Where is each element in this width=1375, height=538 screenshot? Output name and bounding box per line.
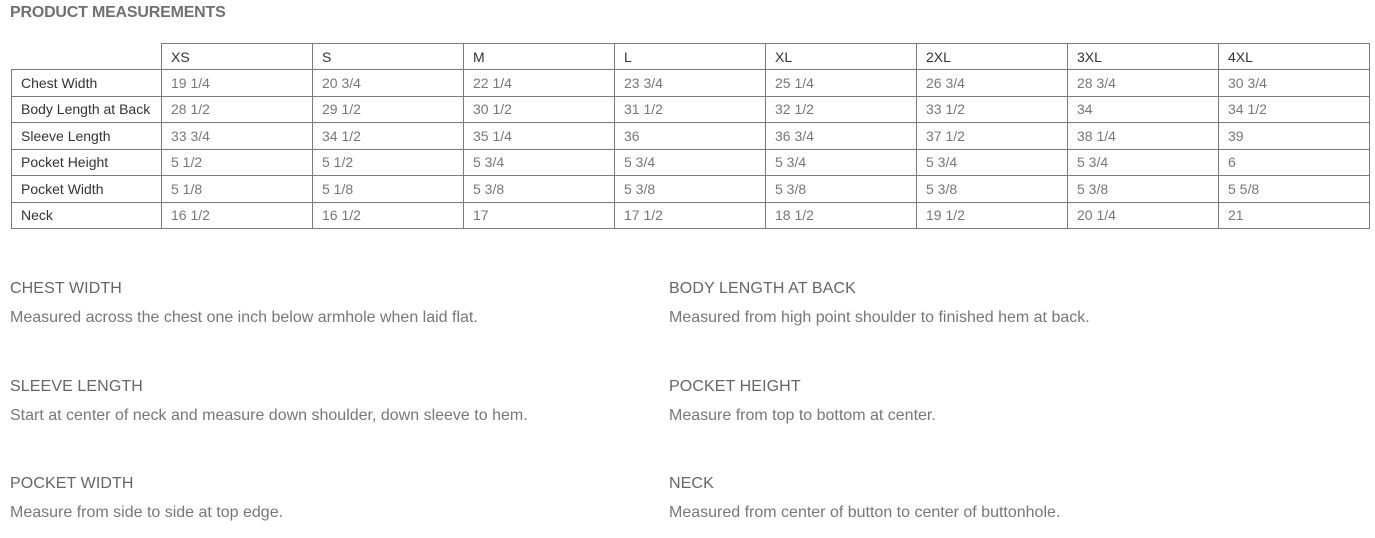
- measurements-table: [11, 43, 1370, 229]
- definition-text: Measured from high point shoulder to finished hem at back.: [669, 309, 1090, 326]
- table-cell: 17: [464, 202, 615, 229]
- definition-title: POCKET WIDTH: [10, 475, 134, 492]
- size-header-s: S: [313, 44, 464, 70]
- table-cell: 5 5/8: [1219, 176, 1370, 203]
- table-cell: 5 3/4: [917, 149, 1068, 176]
- table-row: [12, 96, 1370, 123]
- table-cell: 20 3/4: [313, 70, 464, 97]
- table-cell: 5 3/8: [615, 176, 766, 203]
- row-label: Pocket Width: [12, 176, 162, 203]
- table-cell: 5 1/2: [313, 149, 464, 176]
- row-label: Sleeve Length: [12, 123, 162, 150]
- table-cell: 5 3/4: [766, 149, 917, 176]
- table-cell: 5 1/8: [313, 176, 464, 203]
- table-cell: 37 1/2: [917, 123, 1068, 150]
- definition-text: Start at center of neck and measure down shoulder, down sleeve to hem.: [10, 407, 528, 424]
- table-cell: 16 1/2: [313, 202, 464, 229]
- table-cell: 16 1/2: [162, 202, 313, 229]
- table-cell: 19 1/2: [917, 202, 1068, 229]
- table-cell: 33 3/4: [162, 123, 313, 150]
- table-cell: 5 3/8: [464, 176, 615, 203]
- table-cell: 30 3/4: [1219, 70, 1370, 97]
- table-cell: 34: [1068, 96, 1219, 123]
- definition-text: Measured across the chest one inch below armhole when laid flat.: [10, 309, 478, 326]
- table-cell: 25 1/4: [766, 70, 917, 97]
- table-cell: 28 3/4: [1068, 70, 1219, 97]
- table-cell: 36 3/4: [766, 123, 917, 150]
- definition-title: POCKET HEIGHT: [669, 378, 801, 395]
- table-cell: 32 1/2: [766, 96, 917, 123]
- table-cell: 35 1/4: [464, 123, 615, 150]
- row-label: Body Length at Back: [12, 96, 162, 123]
- table-cell: 31 1/2: [615, 96, 766, 123]
- table-cell: 17 1/2: [615, 202, 766, 229]
- table-row: [12, 149, 1370, 176]
- table-cell: 20 1/4: [1068, 202, 1219, 229]
- definition-text: Measure from side to side at top edge.: [10, 504, 284, 521]
- definition-text: Measured from center of button to center of buttonhole.: [669, 504, 1061, 521]
- size-header-m: M: [464, 44, 615, 70]
- definition-chest-width: [10, 280, 610, 327]
- page-title: PRODUCT MEASUREMENTS: [10, 4, 226, 21]
- definition-title: SLEEVE LENGTH: [10, 378, 143, 395]
- table-cell: 5 3/4: [615, 149, 766, 176]
- table-cell: 30 1/2: [464, 96, 615, 123]
- table-cell: 5 3/4: [1068, 149, 1219, 176]
- definition-neck: [669, 475, 1269, 522]
- size-header-4xl: 4XL: [1219, 44, 1370, 70]
- definition-text: Measure from top to bottom at center.: [669, 407, 936, 424]
- table-cell: 19 1/4: [162, 70, 313, 97]
- definition-title: NECK: [669, 475, 714, 492]
- definition-sleeve-length: [10, 378, 610, 425]
- size-header-xl: XL: [766, 44, 917, 70]
- definition-body-length: [669, 280, 1269, 327]
- definition-pocket-width: [10, 475, 610, 522]
- table-cell: 6: [1219, 149, 1370, 176]
- table-row: [12, 202, 1370, 229]
- row-label: Pocket Height: [12, 149, 162, 176]
- table-cell: 38 1/4: [1068, 123, 1219, 150]
- size-header-xs: XS: [162, 44, 313, 70]
- table-cell: 5 3/8: [917, 176, 1068, 203]
- size-header-l: L: [615, 44, 766, 70]
- table-cell: 18 1/2: [766, 202, 917, 229]
- table-cell: 29 1/2: [313, 96, 464, 123]
- table-cell: 28 1/2: [162, 96, 313, 123]
- table-cell: 5 3/4: [464, 149, 615, 176]
- table-header-row: [12, 44, 1370, 70]
- table-cell: 5 3/8: [766, 176, 917, 203]
- table-cell: 23 3/4: [615, 70, 766, 97]
- table-cell: 5 3/8: [1068, 176, 1219, 203]
- size-header-3xl: 3XL: [1068, 44, 1219, 70]
- definition-pocket-height: [669, 378, 1269, 425]
- table-row: [12, 70, 1370, 97]
- definition-title: BODY LENGTH AT BACK: [669, 280, 856, 297]
- definition-title: CHEST WIDTH: [10, 280, 122, 297]
- table-row: [12, 176, 1370, 203]
- size-header-2xl: 2XL: [917, 44, 1068, 70]
- table-cell: 21: [1219, 202, 1370, 229]
- row-label: Chest Width: [12, 70, 162, 97]
- table-cell: 5 1/8: [162, 176, 313, 203]
- table-cell: 22 1/4: [464, 70, 615, 97]
- table-cell: 5 1/2: [162, 149, 313, 176]
- table-cell: 36: [615, 123, 766, 150]
- table-cell: 34 1/2: [1219, 96, 1370, 123]
- table-corner-cell: [12, 44, 162, 70]
- table-row: [12, 123, 1370, 150]
- table-cell: 34 1/2: [313, 123, 464, 150]
- table-cell: 26 3/4: [917, 70, 1068, 97]
- table-cell: 39: [1219, 123, 1370, 150]
- table-cell: 33 1/2: [917, 96, 1068, 123]
- row-label: Neck: [12, 202, 162, 229]
